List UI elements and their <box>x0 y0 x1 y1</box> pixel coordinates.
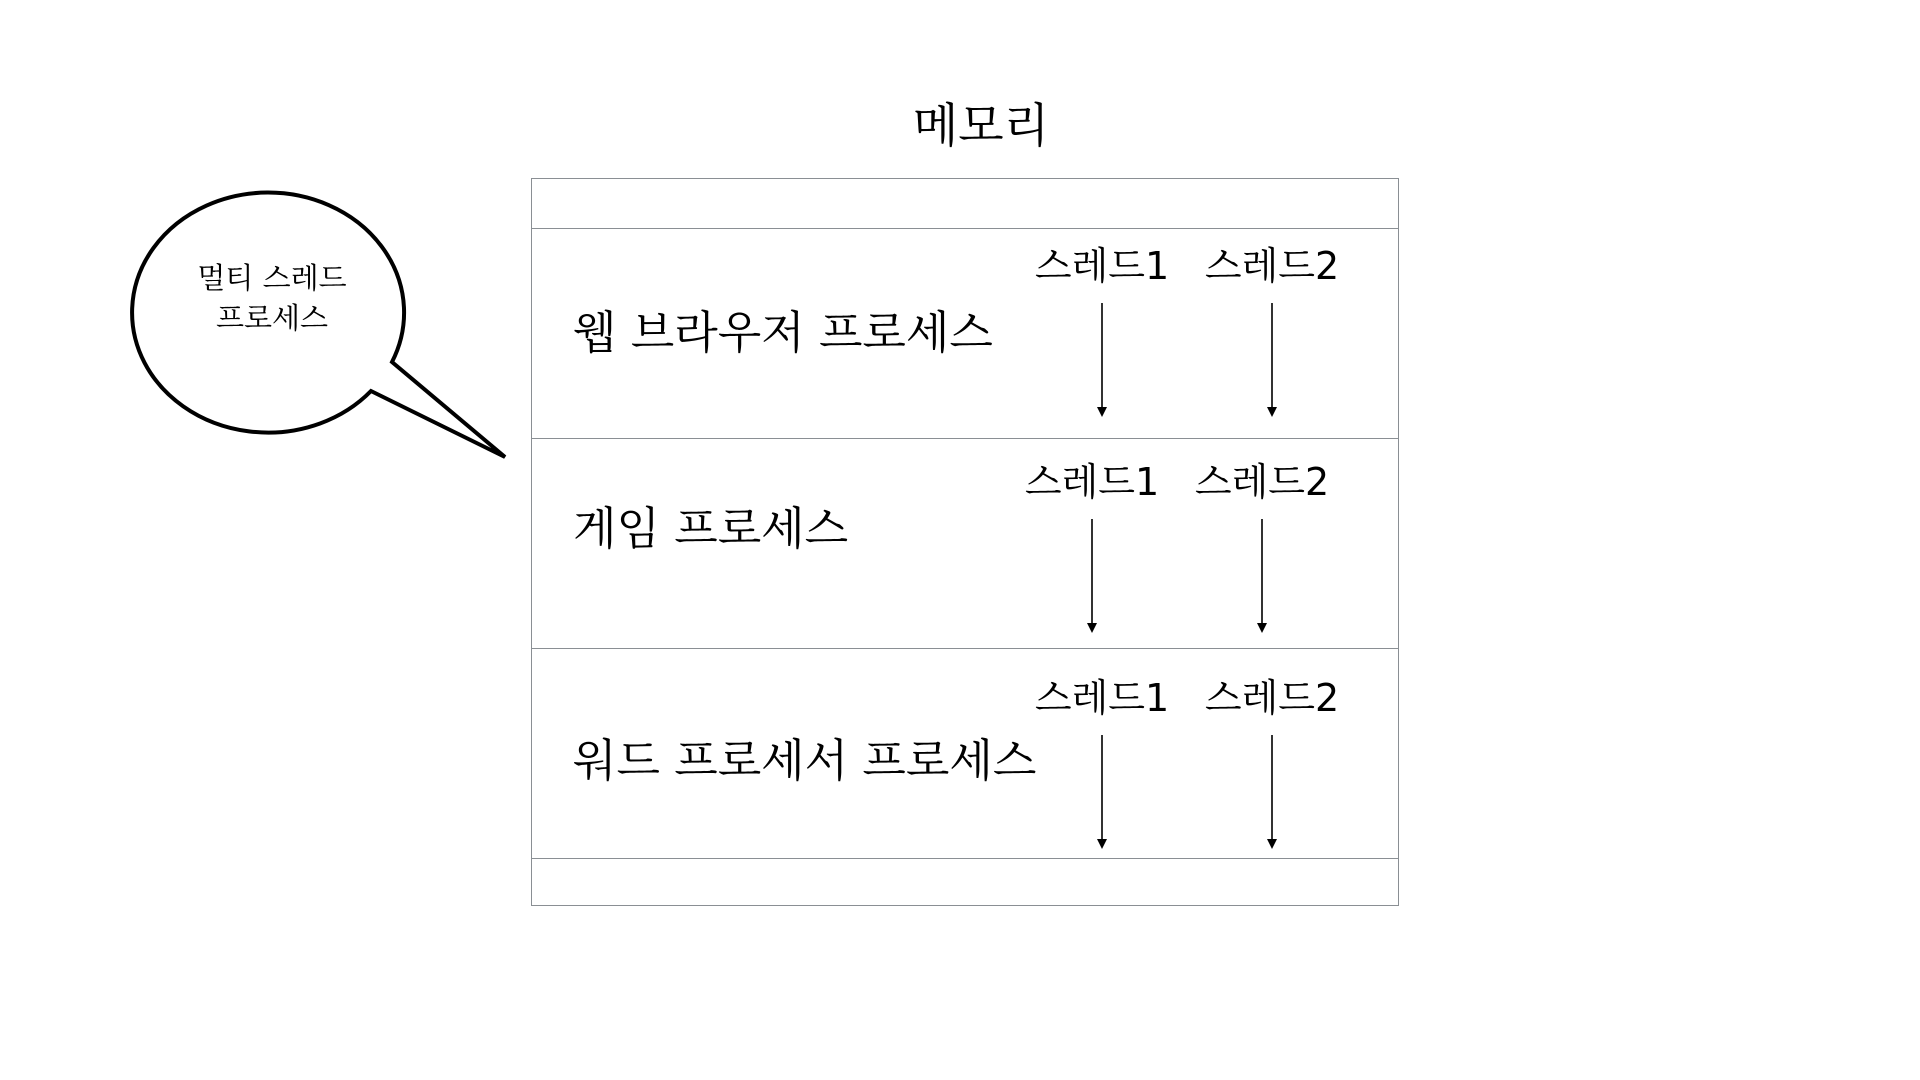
process-name: 웹 브라우저 프로세스 <box>573 306 993 359</box>
process-web-browser <box>532 229 1398 439</box>
speech-bubble-text <box>130 258 414 338</box>
thread-label: 스레드1 <box>1034 244 1170 288</box>
thread-2 <box>1162 673 1382 853</box>
thread-label: 스레드2 <box>1204 244 1340 288</box>
thread-arrow <box>1162 735 1382 855</box>
thread-label: 스레드2 <box>1194 460 1330 504</box>
process-name: 게임 프로세스 <box>573 502 849 555</box>
memory-free-top <box>532 179 1398 229</box>
thread-label: 스레드2 <box>1204 676 1340 720</box>
memory-title: 메모리 <box>912 99 1050 154</box>
speech-bubble-line-1: 멀티 스레드 <box>197 261 347 295</box>
thread-label: 스레드1 <box>1034 676 1170 720</box>
thread-arrow <box>1162 303 1382 423</box>
memory-box <box>531 178 1399 906</box>
thread-2 <box>1152 457 1372 637</box>
process-game <box>532 439 1398 649</box>
thread-label: 스레드1 <box>1024 460 1160 504</box>
speech-bubble-line-2: 프로세스 <box>215 301 329 335</box>
thread-arrow <box>1152 519 1372 639</box>
process-word-processor <box>532 649 1398 859</box>
process-name: 워드 프로세서 프로세스 <box>573 734 1037 787</box>
thread-2 <box>1162 241 1382 421</box>
